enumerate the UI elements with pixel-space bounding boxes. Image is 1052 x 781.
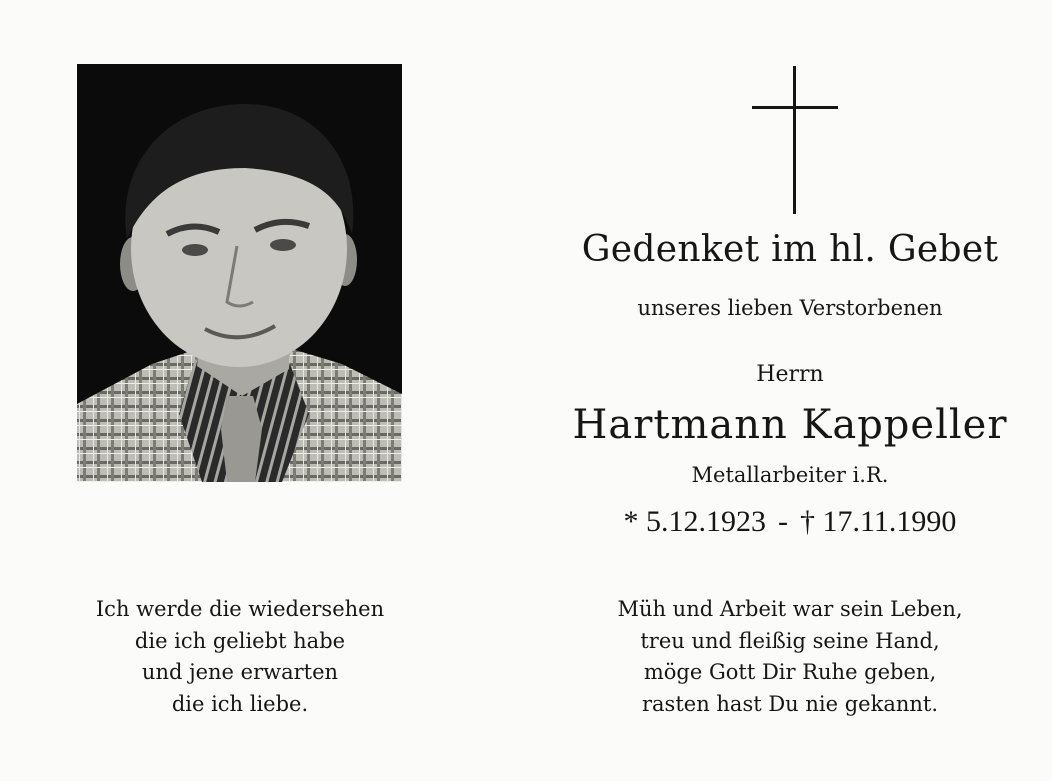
life-dates [560, 505, 1020, 539]
deceased-name: Hartmann Kappeller [572, 402, 1008, 448]
verse-right-line: möge Gott Dir Ruhe geben, [643, 660, 937, 684]
subheading: unseres lieben Verstorbenen [637, 296, 943, 320]
latin-cross-icon [752, 66, 838, 214]
verse-left-line: Ich werde die wiedersehen [95, 597, 385, 621]
portrait-illustration [77, 64, 402, 482]
verse-right-line: Müh und Arbeit war sein Leben, [617, 597, 963, 621]
occupation: Metallarbeiter i.R. [691, 463, 889, 487]
cross-vertical-bar [793, 66, 796, 214]
date-separator: - [778, 505, 789, 538]
cross-horizontal-bar [752, 106, 838, 109]
verse-left-line: die ich geliebt habe [134, 628, 346, 653]
verse-right-line: rasten hast Du nie gekannt. [642, 691, 938, 716]
birth-date: * 5.12.1923 [623, 505, 767, 538]
portrait-photo [77, 64, 402, 482]
verse-left-line: die ich liebe. [171, 691, 309, 716]
verse-left [40, 594, 440, 720]
honorific: Herrn [756, 362, 824, 387]
heading: Gedenket im hl. Gebet [581, 229, 999, 270]
verse-right [560, 594, 1020, 720]
verse-left-line: und jene erwarten [141, 660, 339, 684]
death-date: † 17.11.1990 [800, 505, 957, 538]
verse-right-line: treu und fleißig seine Hand, [640, 628, 940, 653]
